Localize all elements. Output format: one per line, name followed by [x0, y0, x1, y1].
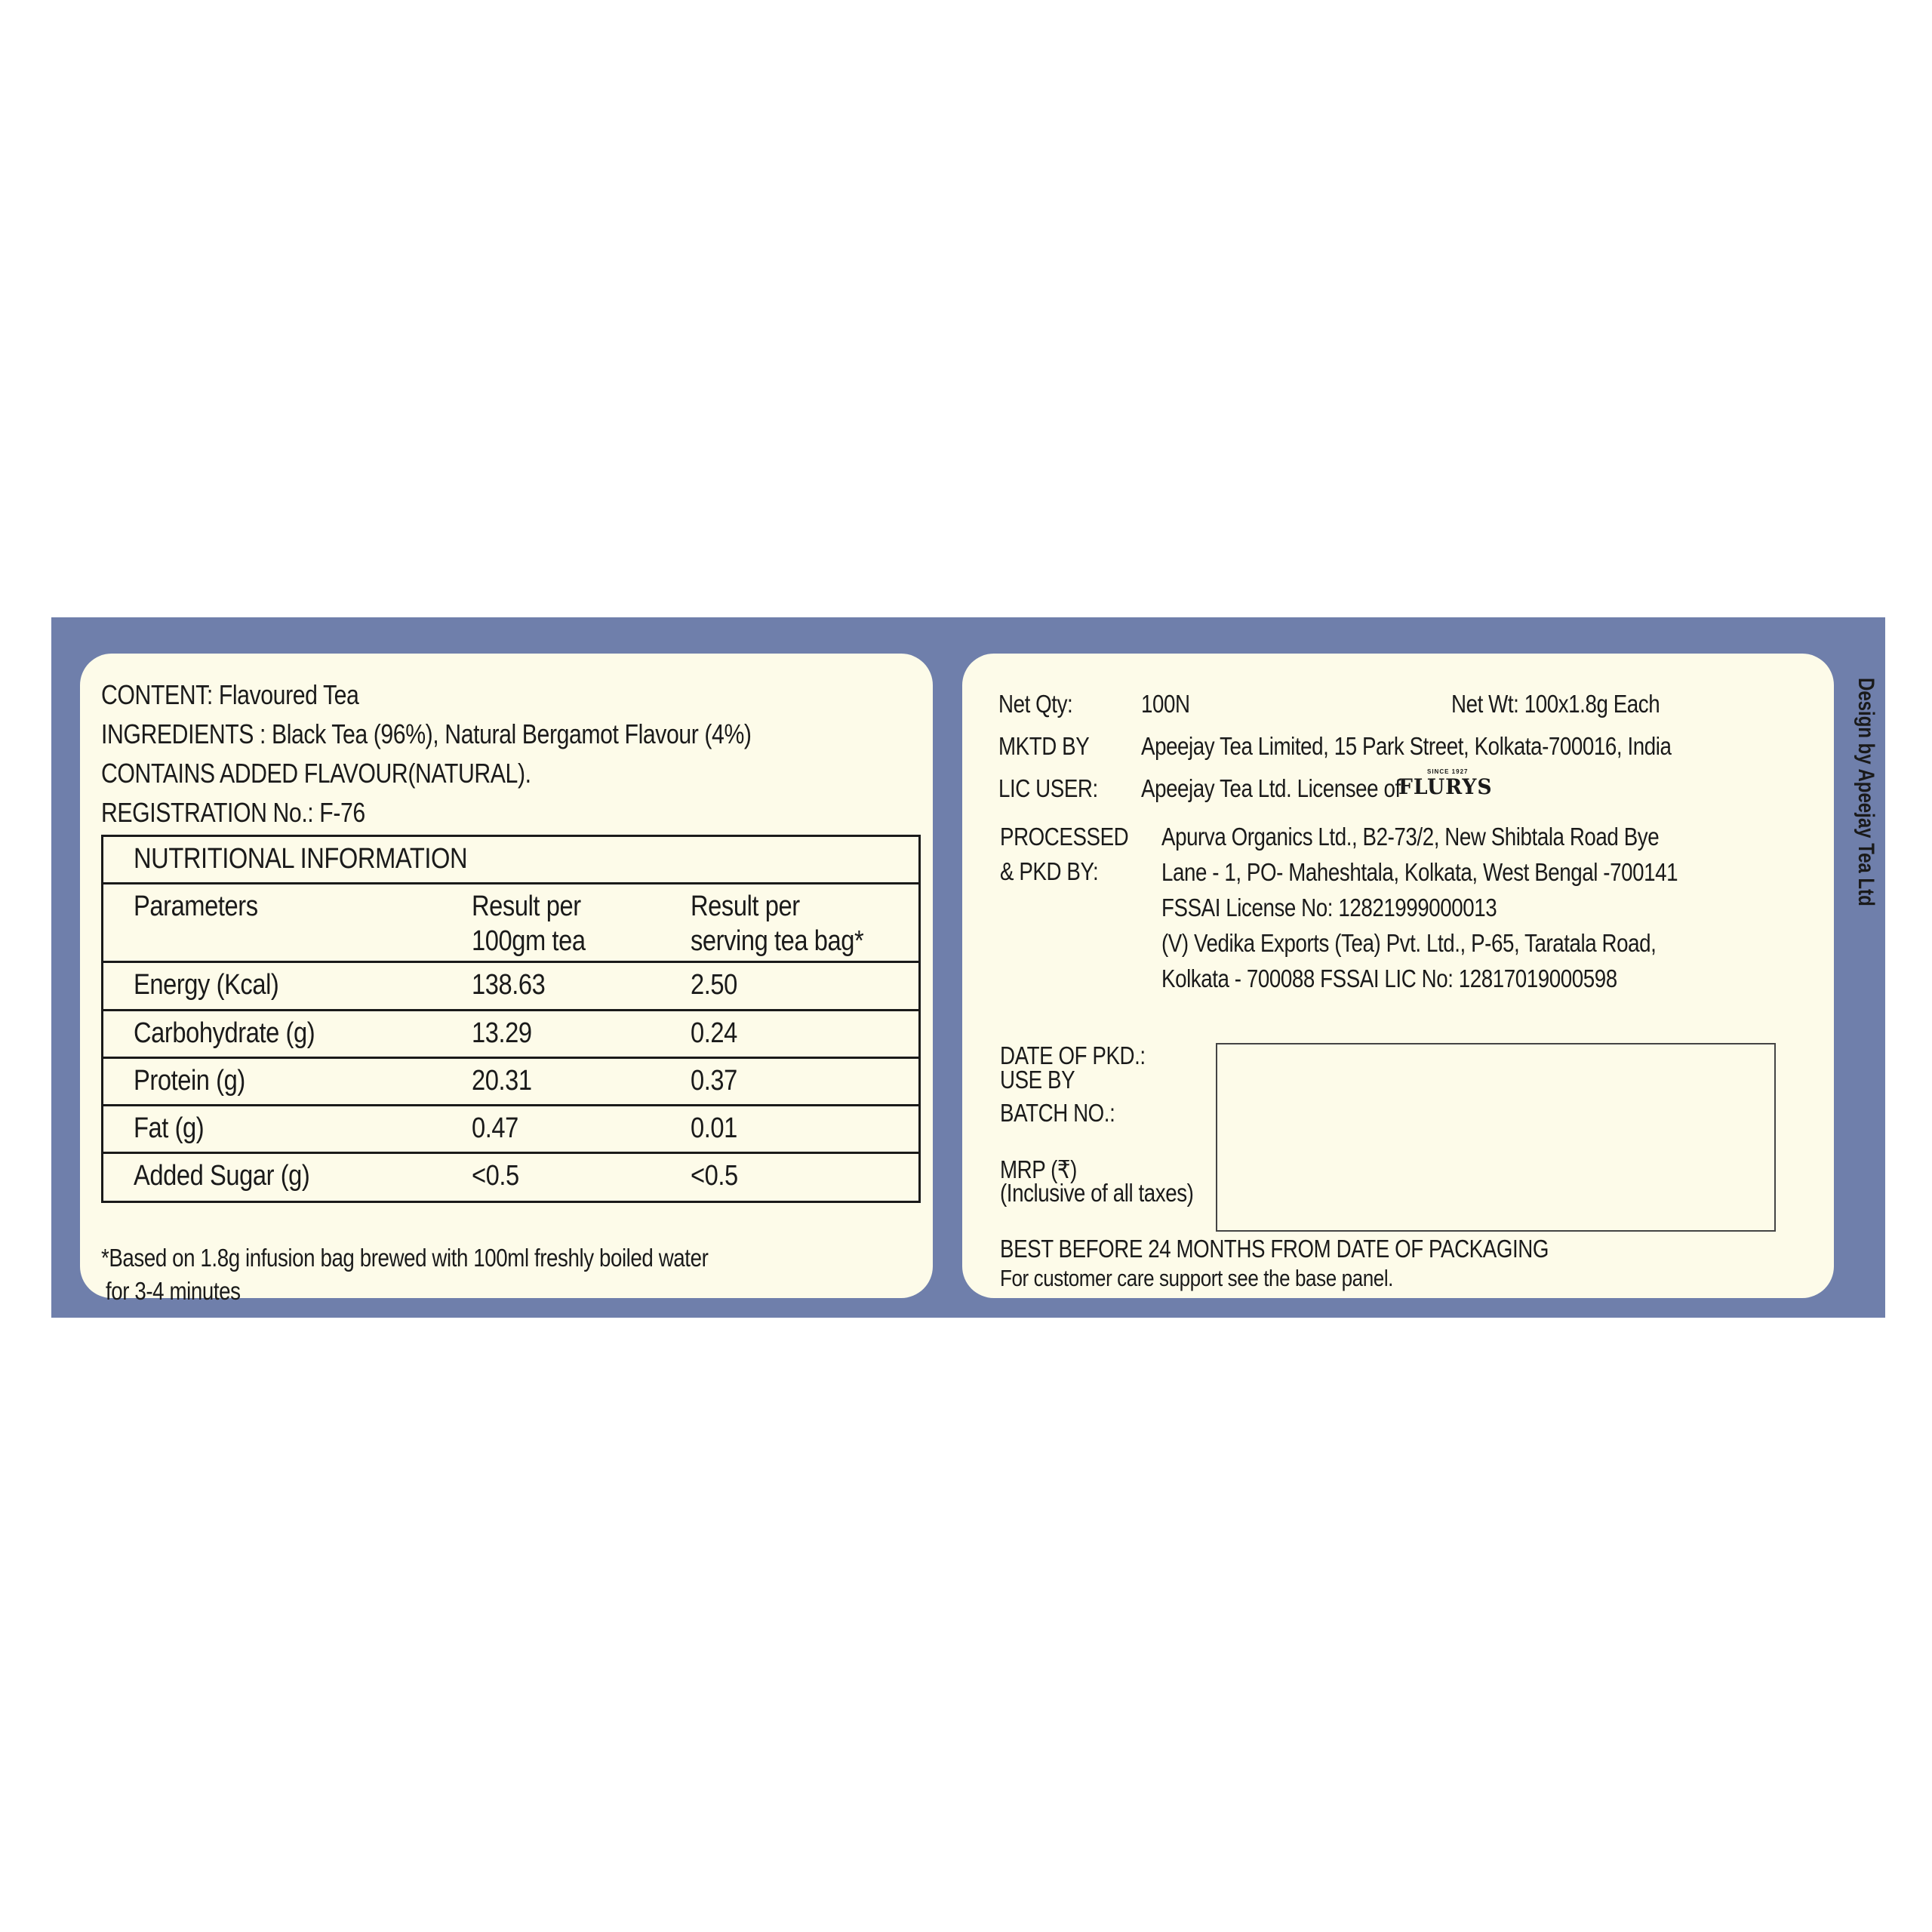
- flurys-logo: [1398, 768, 1495, 806]
- row-parameter: Energy (Kcal): [134, 969, 279, 1001]
- footnote-line1: *Based on 1.8g infusion bag brewed with 100ml freshly boiled water: [101, 1244, 709, 1272]
- ingredients-line: INGREDIENTS : Black Tea (96%), Natural Bergamot Flavour (4%): [101, 718, 752, 749]
- mrp-label: MRP (₹): [1000, 1155, 1077, 1183]
- processed-label-line2: & PKD BY:: [1000, 857, 1099, 885]
- net-qty-label: Net Qty:: [998, 690, 1073, 718]
- header-parameters: Parameters: [134, 891, 258, 922]
- batch-stamp-box: [1216, 1043, 1776, 1232]
- table-row: [103, 1152, 918, 1201]
- table-row: [103, 1057, 918, 1104]
- header-per100-line2: 100gm tea: [472, 925, 586, 957]
- row-per100: <0.5: [472, 1160, 519, 1192]
- batch-no-label: BATCH NO.:: [1000, 1099, 1115, 1127]
- nutrition-table: [101, 835, 921, 1203]
- mrp-note: (Inclusive of all taxes): [1000, 1179, 1194, 1207]
- row-perbag: 0.37: [691, 1065, 737, 1097]
- row-perbag: 2.50: [691, 969, 737, 1001]
- header-per100-line1: Result per: [472, 891, 581, 922]
- processed-label-line1: PROCESSED: [1000, 823, 1129, 851]
- lic-label: LIC USER:: [998, 774, 1098, 802]
- net-wt: Net Wt: 100x1.8g Each: [1451, 690, 1660, 718]
- processed-address-line: FSSAI License No: 12821999000013: [1161, 894, 1497, 921]
- nutrition-panel: [80, 654, 933, 1305]
- row-per100: 0.47: [472, 1112, 518, 1144]
- footnote-line2: for 3-4 minutes: [106, 1277, 241, 1305]
- content-line: CONTENT: Flavoured Tea: [101, 679, 359, 710]
- row-perbag: 0.01: [691, 1112, 737, 1144]
- net-qty-value: 100N: [1141, 690, 1190, 718]
- brand-since: SINCE 1927: [1427, 768, 1469, 775]
- processed-address-line: (V) Vedika Exports (Tea) Pvt. Ltd., P-65, Taratala Road,: [1161, 929, 1657, 957]
- processed-address-line: Lane - 1, PO- Maheshtala, Kolkata, West Bengal -700141: [1161, 858, 1678, 886]
- row-parameter: Carbohydrate (g): [134, 1017, 315, 1049]
- registration-line: REGISTRATION No.: F-76: [101, 797, 365, 828]
- row-perbag: <0.5: [691, 1160, 738, 1192]
- header-perbag-line1: Result per: [691, 891, 800, 922]
- nutrition-title: NUTRITIONAL INFORMATION: [134, 843, 468, 875]
- label-band: [51, 617, 1885, 1318]
- mktd-value: Apeejay Tea Limited, 15 Park Street, Kolkata-700016, India: [1141, 732, 1672, 760]
- row-per100: 13.29: [472, 1017, 532, 1049]
- row-parameter: Protein (g): [134, 1065, 245, 1097]
- customer-care-note: For customer care support see the base panel.: [1000, 1265, 1394, 1291]
- use-by-label: USE BY: [1000, 1066, 1075, 1094]
- processed-address-line: Kolkata - 700088 FSSAI LIC No: 12817019000598: [1161, 964, 1617, 992]
- info-panel: [962, 654, 1834, 1298]
- design-credit: [1850, 678, 1880, 964]
- row-per100: 138.63: [472, 969, 546, 1001]
- row-per100: 20.31: [472, 1065, 532, 1097]
- table-row: [103, 961, 918, 1009]
- row-perbag: 0.24: [691, 1017, 737, 1049]
- row-parameter: Added Sugar (g): [134, 1160, 310, 1192]
- header-perbag-line2: serving tea bag*: [691, 925, 864, 957]
- table-row: [103, 1009, 918, 1057]
- date-of-pkd-label: DATE OF PKD.:: [1000, 1041, 1146, 1069]
- table-row: [103, 1104, 918, 1152]
- lic-value: Apeejay Tea Ltd. Licensee of: [1141, 774, 1401, 802]
- mktd-label: MKTD BY: [998, 732, 1090, 760]
- processed-address-line: Apurva Organics Ltd., B2-73/2, New Shibtala Road Bye: [1161, 823, 1660, 851]
- contains-line: CONTAINS ADDED FLAVOUR(NATURAL).: [101, 758, 531, 789]
- design-credit-text: Design by Apeejay Tea Ltd: [1854, 678, 1878, 906]
- brand-wordmark: FLURYS: [1398, 774, 1493, 799]
- best-before: BEST BEFORE 24 MONTHS FROM DATE OF PACKAGING: [1000, 1235, 1549, 1263]
- row-parameter: Fat (g): [134, 1112, 205, 1144]
- table-header-row: [103, 882, 918, 961]
